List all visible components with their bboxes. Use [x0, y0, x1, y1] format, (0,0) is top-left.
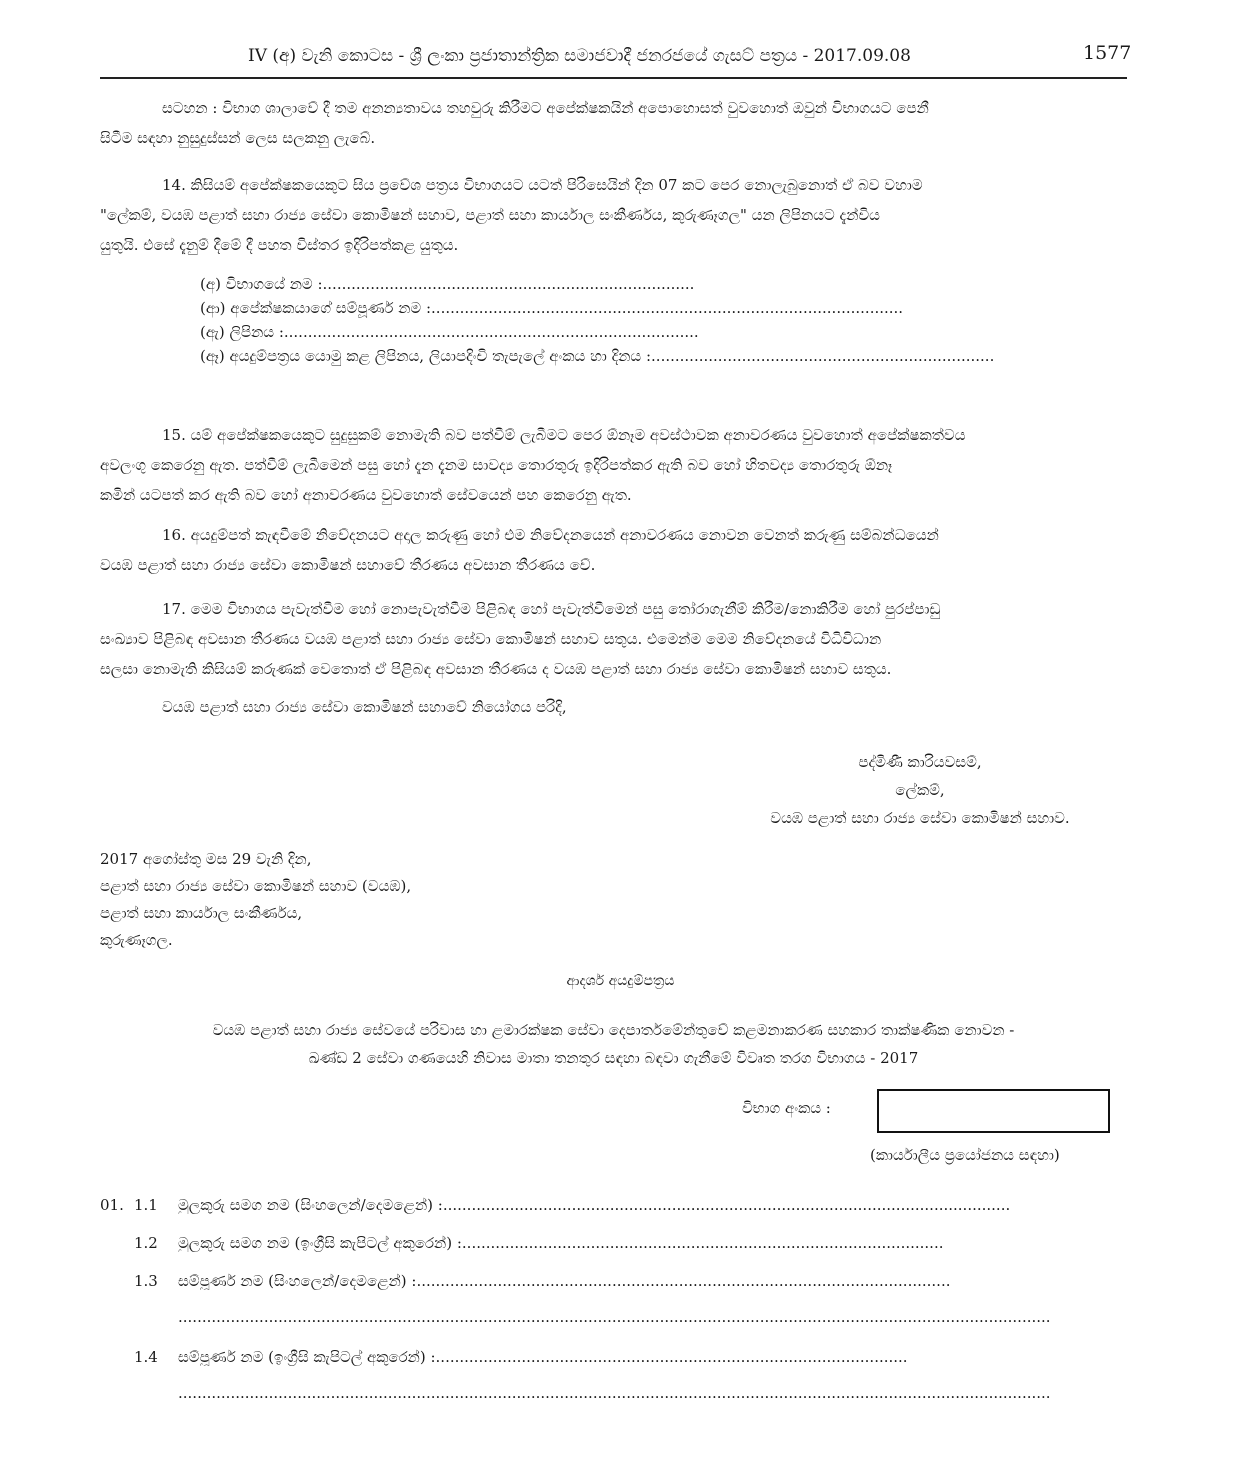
paragraph-line: "ලේකම්, වයඹ පළාත් සහා රාජ්‍ය සේවා කොමිෂන් සහාව, පළාත් සහා කාර්යාල සංකීර්ණය, කුරුණෑගල" යන ලිපිනයට දැන්විය	[100, 206, 880, 224]
exam-number-box[interactable]	[877, 1089, 1110, 1133]
note-line: සටහන : විභාග ශාලාවේ දී තම අනන්‍යතාවය තහවුරු කිරීමට අපේක්ෂකයින් අපොහොසත් වුවහොත් ඔවුන් විභාගයට පෙනී	[162, 99, 929, 117]
note-paragraph	[100, 93, 1127, 153]
list-item: (අ) විභාගයේ නම :..............................................................................	[200, 275, 695, 293]
field-continuation-line[interactable]: .......................................................................................................................................................................................	[178, 1384, 1051, 1402]
address-line: පළාත් සහා රාජ්‍ය සේවා කොමිෂන් සහාව (වයඹ),	[100, 877, 412, 895]
header-rule	[100, 77, 1127, 79]
field-full-name-english[interactable]: සම්පූර්ණ නම (ඉංග්‍රීසි කැපිටල් අකුරෙන්) :...................................................................................................	[178, 1348, 908, 1366]
address-line: පළාත් සහා කාර්යාල සංකීර්ණය,	[100, 904, 303, 922]
paragraph-line: කමින් යටපත් කර ඇති බව හෝ අනාවරණය වුවහොත් සේවයෙන් පහ කෙරෙනු ඇත.	[100, 486, 632, 504]
form-title-line: ඛණ්ඩ 2 සේවා ගණයෙහි නිවාස මාතා තනතුර සඳහා බඳවා ගැනීමේ විවෘත තරග විභාගය - 2017	[308, 1049, 919, 1067]
list-item: (ඇ) ලිපිනය :.......................................................................................	[200, 323, 699, 341]
list-item: (ඈ) අයදුම්පත්‍රය යොමු කළ ලිපිනය, ලියාපදිංචි තැපැලේ අංකය හා දිනය :........................................................................	[200, 347, 995, 365]
list-item: (ආ) අපේක්ෂකයාගේ සම්පූර්ණ නම :...................................................................................................	[200, 299, 904, 317]
paragraph-14	[100, 170, 1127, 260]
signature-block	[720, 748, 1120, 832]
paragraph-line: 14. කිසියම් අපේක්ෂකයෙකුට සිය ප්‍රවේශ පත්‍රය විභාගයට යටත් පිරිසෙයින් දින 07 කට පෙර නොලැබුනොත් ඒ බව වහාම	[162, 176, 923, 194]
signatory-organization: වයඹ පළාත් සහා රාජ්‍ය සේවා කොමිෂන් සහාව.	[770, 809, 1070, 827]
paragraph-line: 16. අයදුම්පත් කැඳවීමේ නිවේදනයට අදාල කරුණු හෝ එම නිවේදනයෙන් අනාවරණය නොවන වෙනත් කරුණු සම්බන්ධයෙන්	[162, 526, 939, 544]
field-subnumber: 1.4	[134, 1348, 158, 1366]
signatory-title: ලේකම්,	[895, 781, 945, 799]
field-continuation-line[interactable]: .......................................................................................................................................................................................	[178, 1308, 1051, 1326]
page-number: 1577	[1083, 42, 1132, 64]
paragraph-line: 15. යම් අපේක්ෂකයෙකුට සුදුසුකම් නොමැති බව පත්වීම් ලැබීමට පෙර ඕනෑම අවස්ථාවක අනාවරණය වුවහොත් අපේක්ෂකත්වය	[162, 426, 966, 444]
address-line: කුරුණෑගල.	[100, 931, 173, 949]
paragraph-15	[100, 420, 1127, 510]
form-heading: ආදර්ශ අයදුම්පත්‍රය	[566, 973, 675, 989]
order-line: වයඹ පළාත් සහා රාජ්‍ය සේවා කොමිෂන් සහාවේ නියෝගය පරිදි,	[162, 698, 567, 716]
date-address-block	[100, 846, 411, 954]
signatory-name: පද්මිණී කාරියවසම්,	[858, 753, 982, 771]
office-use-note: (කාර්යාලීය ප්‍රයෝජනය සඳහා)	[870, 1146, 1060, 1164]
paragraph-line: වයඹ පළාත් සහා රාජ්‍ය සේවා කොමිෂන් සහාවේ තීරණය අවසාන තීරණය වේ.	[100, 556, 596, 574]
field-name-with-initials-sinhala[interactable]: මුලකුරු සමග නම (සිංහලෙන්/දෙමළෙන්) :.......................................................................................................................	[178, 1196, 1011, 1214]
paragraph-line: සංඛ්‍යාව පිළිබඳ අවසාන තීරණය වයඹ පළාත් සහා රාජ්‍ය සේවා කොමිෂන් සහාව සතුය. එමෙන්ම මෙම නිවේදනයේ විධිවිධාන	[100, 630, 882, 648]
paragraph-16	[100, 520, 1127, 580]
field-number: 01.	[100, 1196, 124, 1214]
form-title-line: වයඹ පළාත් සහා රාජ්‍ය සේවයේ පරිවාස හා ළමාරක්ෂක සේවා දෙපාර්තමේන්තුවේ කළමනාකරණ සහකාර තාක්ෂණික නොවන -	[212, 1021, 1015, 1039]
form-title	[100, 1016, 1127, 1072]
details-list	[200, 272, 994, 368]
gazette-header-title: IV (අ) වැනි කොටස - ශ්‍රී ලංකා ප්‍රජාතාන්ත්‍රික සමාජවාදී ජනරජයේ ගැසට් පත්‍රය - 2017.09.08	[248, 46, 911, 66]
field-subnumber: 1.2	[134, 1234, 158, 1252]
paragraph-line: යුතුයි. එසේ දැනුම් දීමේ දී පහත විස්තර ඉදිරිපත්කළ යුතුය.	[100, 236, 459, 254]
paragraph-line: සලසා නොමැති කිසියම් කරුණක් වෙතොත් ඒ පිළිබඳ අවසාන තීරණය ද වයඹ පළාත් සහා රාජ්‍ය සේවා කොමිෂන් සහාව සතුය.	[100, 660, 892, 678]
field-subnumber: 1.1	[134, 1196, 158, 1214]
paragraph-line: අවලංගු කෙරෙනු ඇත. පත්වීම් ලැබීමෙන් පසු හෝ දැන දැනම සාවද්‍ය තොරතුරු ඉදිරිපත්කර ඇති බව හෝ හිතවද්‍ය තොරතුරු ඕනෑ	[100, 456, 893, 474]
address-line: 2017 අගෝස්තු මස 29 වැනි දින,	[100, 850, 312, 868]
field-name-with-initials-english[interactable]: මුලකුරු සමග නම (ඉංග්‍රීසි කැපිටල් අකුරෙන්) :.....................................................................................................	[178, 1234, 944, 1252]
exam-number-label: විභාග අංකය :	[742, 1099, 831, 1117]
field-subnumber: 1.3	[134, 1272, 158, 1290]
paragraph-line: 17. මෙම විභාගය පැවැත්වීම හෝ නොපැවැත්වීම පිළිබඳ හෝ පැවැත්වීමෙන් පසු තෝරාගැනීම් කිරීම/නොකිරීම හෝ පුරප්පාඩු	[162, 600, 941, 618]
note-line: සිටීම සඳහා නුසුදුස්සන් ලෙස සලකනු ලැබේ.	[100, 129, 376, 147]
field-full-name-sinhala[interactable]: සම්පූර්ණ නම (සිංහලෙන්/දෙමළෙන්) :................................................................................................................	[178, 1272, 951, 1290]
paragraph-17	[100, 594, 1127, 684]
